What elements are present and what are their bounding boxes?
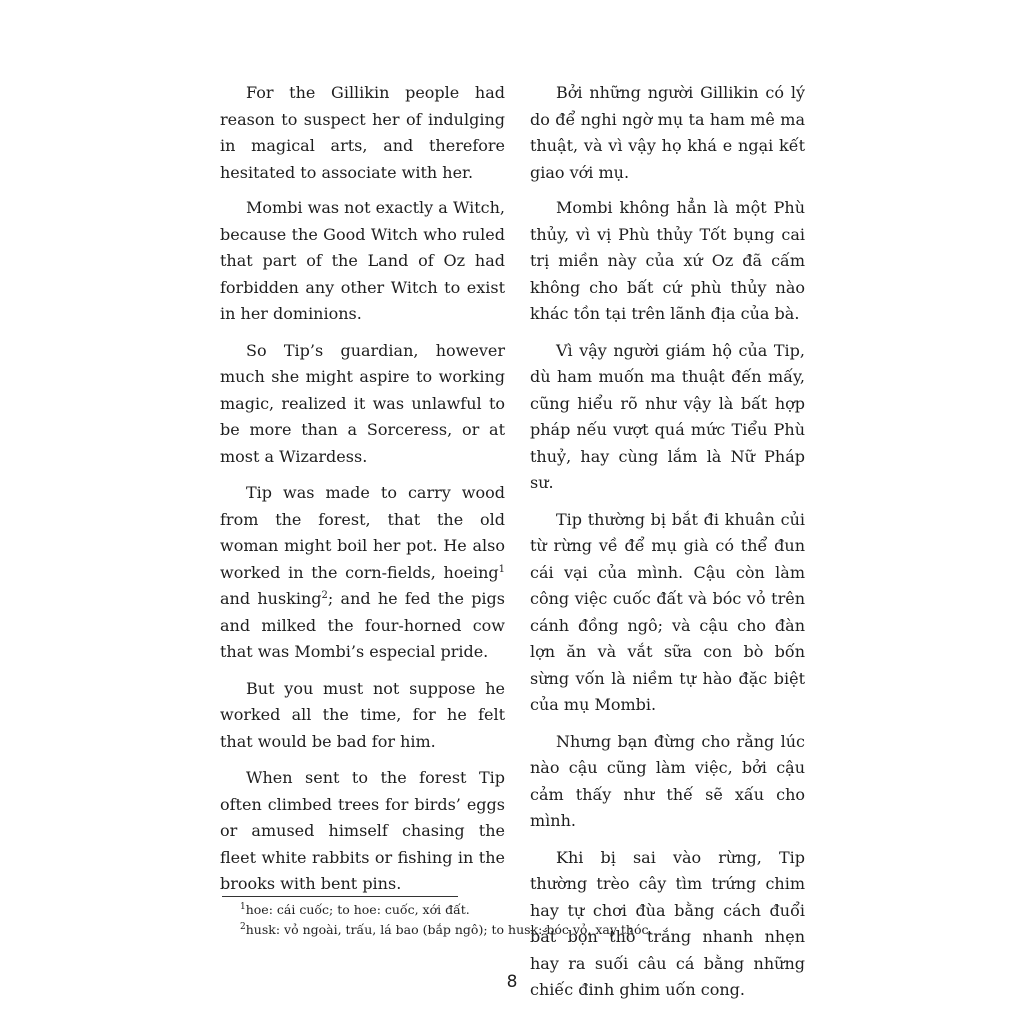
footnote-2 <box>240 920 800 940</box>
footnote-2-mark: 2 <box>240 922 246 932</box>
english-paragraph-5: But you must not suppose he worked all the time, for he felt that would be bad for him. <box>220 678 505 751</box>
english-paragraph-1: For the Gillikin people had reason to suspect her of indulging in magical arts, and therefore hesitated to associate with her. <box>220 83 505 182</box>
vietnamese-paragraph-6: Khi bị sai vào rừng, Tip thường trèo cây tìm trứng chim hay tự chơi đùa bằng cách đuổi bắt bọn thỏ trắng nhanh nhẹn hay ra suối câu cá bằng những chiếc đinh ghim uốn cong. <box>530 847 805 999</box>
footnote-1-mark: 1 <box>240 902 246 912</box>
english-paragraph-3: So Tip’s guardian, however much she might aspire to working magic, realized it was unlawful to be more than a Sorceress, or at most a Wizardess. <box>220 340 505 466</box>
english-paragraph-6: When sent to the forest Tip often climbed trees for birds’ eggs or amused himself chasing the fleet white rabbits or fishing in the brooks with bent pins. <box>220 768 505 893</box>
footnote-1 <box>240 900 800 920</box>
english-column <box>220 80 505 908</box>
vietnamese-column <box>530 80 805 1014</box>
footnotes <box>240 900 800 940</box>
english-paragraph-2: Mombi was not exactly a Witch, because the Good Witch who ruled that part of the Land of Oz had forbidden any other Witch to exist in her dominions. <box>220 198 505 323</box>
footnote-ref-2: 2 <box>321 590 328 601</box>
footnote-2-text: husk: vỏ ngoài, trấu, lá bao (bắp ngô); to husk: bóc vỏ, xay thóc. <box>245 922 653 937</box>
vietnamese-paragraph-5: Nhưng bạn đừng cho rằng lúc nào cậu cũng làm việc, bởi cậu cảm thấy như thế sẽ xấu cho mình. <box>530 731 805 830</box>
english-paragraph-4-part-b: and husking <box>220 589 322 608</box>
english-paragraph-4-part-a: Tip was made to carry wood from the forest, that the old woman might boil her pot. He also worked in the corn-fields, hoeing <box>220 483 505 582</box>
footnote-ref-1: 1 <box>498 563 505 575</box>
page-number: 8 <box>506 972 518 992</box>
english-paragraph-4 <box>220 480 505 666</box>
footnote-1-text: hoe: cái cuốc; to hoe: cuốc, xới đất. <box>245 902 470 917</box>
vietnamese-paragraph-2: Mombi không hẳn là một Phù thủy, vì vị Phù thủy Tốt bụng cai trị miền này của xứ Oz đã cấm không cho bất cứ phù thủy nào khác tồn tại trên lãnh địa của bà. <box>530 198 805 323</box>
vietnamese-paragraph-4: Tip thường bị bắt đi khuân củi từ rừng về để mụ già có thể đun cái vại của mình. Cậu còn làm công việc cuốc đất và bóc vỏ trên cánh đồng ngô; và cậu cho đàn lợn ăn và vắt sữa con bò bốn sừng vốn là niềm tự hào đặc biệt của mụ Mombi. <box>530 509 805 714</box>
vietnamese-paragraph-1: Bởi những người Gillikin có lý do để nghi ngờ mụ ta ham mê ma thuật, và vì vậy họ khá e ngại kết giao với mụ. <box>530 83 805 182</box>
footnote-divider <box>222 896 458 897</box>
english-paragraph-4-part-c: ; and he fed the pigs and milked the four-horned cow that was Mombi’s especial pride. <box>220 589 505 661</box>
vietnamese-paragraph-3: Vì vậy người giám hộ của Tip, dù ham muốn ma thuật đến mấy, cũng hiểu rõ như vậy là bất hợp pháp nếu vượt quá mức Tiểu Phù thuỷ, hay cùng lắm là Nữ Pháp sư. <box>530 340 805 492</box>
